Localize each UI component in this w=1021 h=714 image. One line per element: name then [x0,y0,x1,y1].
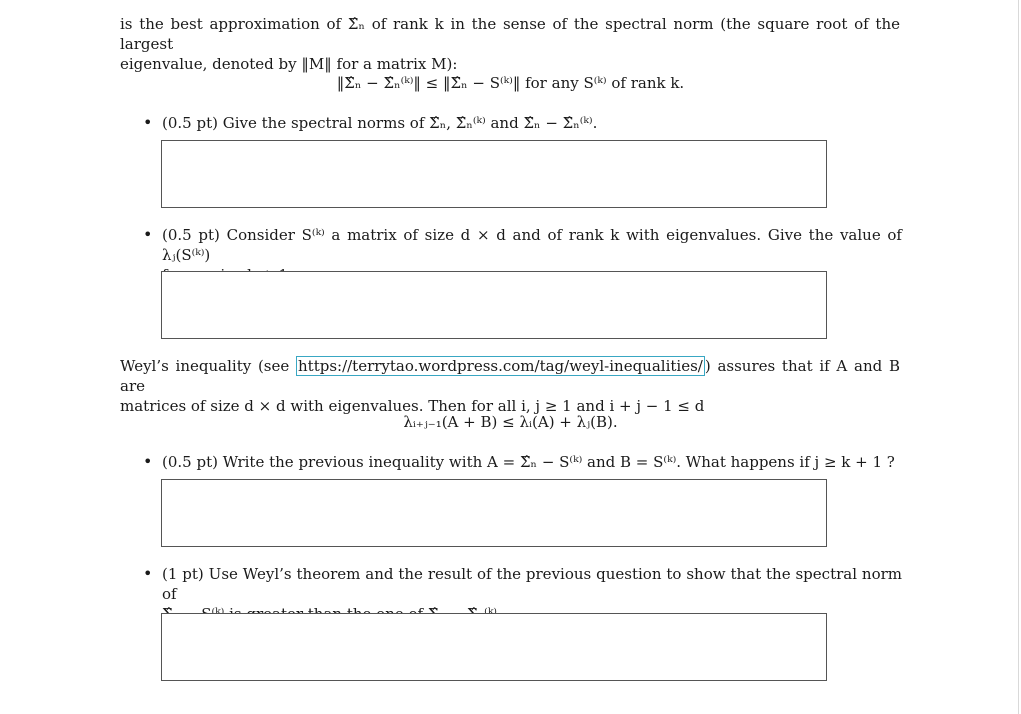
bullet-3: • [143,452,153,471]
question-1: (0.5 pt) Give the spectral norms of Σ̂ₙ, Σ̂ₙ⁽ᵏ⁾ and Σ̂ₙ − Σ̂ₙ⁽ᵏ⁾. [162,114,598,132]
weyl-text-post: ) assures that if A and B are [120,357,900,395]
question-4-line-1: (1 pt) Use Weyl’s theorem and the result of the previous question to show that the spectral norm of [162,565,902,603]
answer-box-2[interactable] [161,271,827,339]
intro-line-1: is the best approximation of Σ̂ₙ of rank k in the sense of the spectral norm (the square root of the largest [120,15,900,53]
weyl-link[interactable]: https://terrytao.wordpress.com/tag/weyl-inequalities/ [298,357,703,375]
weyl-text-pre: Weyl’s inequality (see [120,357,296,375]
bullet-1: • [143,113,153,132]
page-edge-line [1018,0,1019,714]
weyl-paragraph [120,356,900,416]
weyl-line-2: matrices of size d × d with eigenvalues. Then for all i, j ≥ 1 and i + j − 1 ≤ d [120,397,705,415]
answer-box-1[interactable] [161,140,827,208]
bullet-4: • [143,564,153,583]
weyl-line-1 [120,356,900,396]
answer-box-4[interactable] [161,613,827,681]
question-3: (0.5 pt) Write the previous inequality with A = Σ̂ₙ − S⁽ᵏ⁾ and B = S⁽ᵏ⁾. What happens if j ≥ k + 1 ? [162,453,895,471]
intro-line-2: eigenvalue, denoted by ‖M‖ for a matrix M): [120,55,458,73]
intro-paragraph [120,14,900,74]
bullet-2: • [143,225,153,244]
weyl-inequality: λᵢ₊ⱼ₋₁(A + B) ≤ λᵢ(A) + λⱼ(B). [403,413,618,431]
answer-box-3[interactable] [161,479,827,547]
question-2-line-1: (0.5 pt) Consider S⁽ᵏ⁾ a matrix of size d × d and of rank k with eigenvalues. Give the value of λⱼ(S⁽ᵏ⁾) [162,226,902,264]
spectral-norm-inequality: ‖Σ̂ₙ − Σ̂ₙ⁽ᵏ⁾‖ ≤ ‖Σ̂ₙ − S⁽ᵏ⁾‖ for any S⁽ᵏ⁾ of rank k. [336,74,685,92]
